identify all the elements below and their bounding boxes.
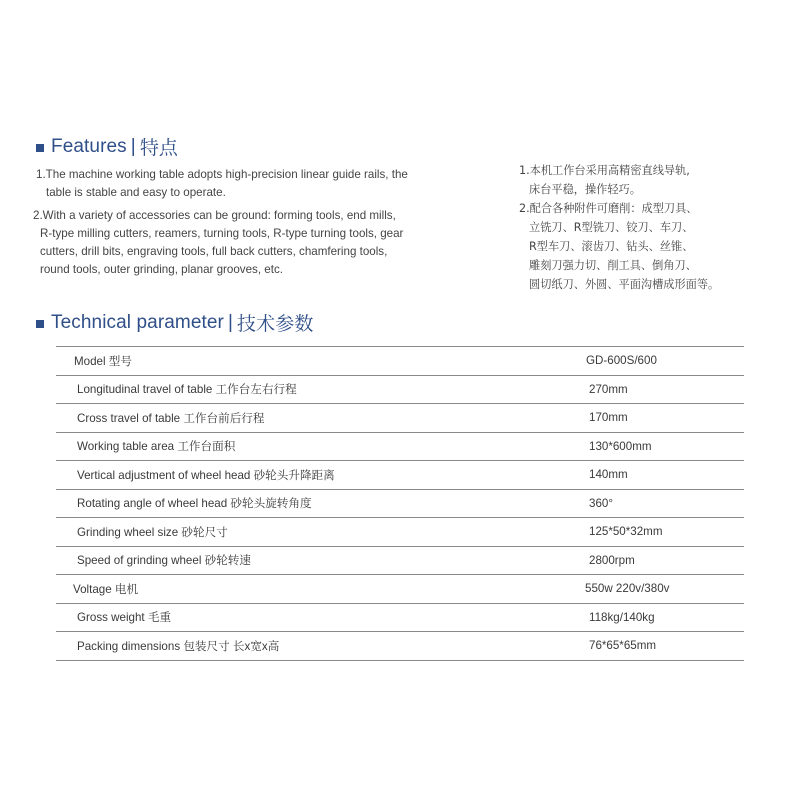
- table-row: [56, 376, 744, 405]
- param-value: 550w 220v/380v: [585, 582, 670, 596]
- table-row: [56, 547, 744, 576]
- feature-en-item-1: [36, 166, 408, 202]
- feature-cn-line: 立铣刀、R型铣刀、铰刀、车刀、: [529, 221, 694, 234]
- param-value: GD-600S/600: [586, 354, 657, 368]
- feature-en-line: R-type milling cutters, reamers, turning tools, R-type turning tools, gear: [40, 227, 404, 240]
- feature-cn-item-2: [519, 199, 719, 294]
- feature-cn-line: 床台平稳，操作轻巧。: [529, 183, 641, 196]
- table-row: [56, 490, 744, 519]
- features-heading-en: Features: [51, 135, 127, 157]
- parameter-table: [56, 346, 744, 661]
- feature-cn-line: R型车刀、滚齿刀、钻头、丝锥、: [529, 240, 694, 253]
- features-heading-cn: 特点: [139, 138, 179, 159]
- param-label: Speed of grinding wheel 砂轮转速: [77, 554, 251, 568]
- param-label: Vertical adjustment of wheel head 砂轮头升降距离: [77, 468, 335, 482]
- param-value: 2800rpm: [589, 553, 635, 567]
- param-value: 270mm: [589, 382, 628, 396]
- table-row: [56, 632, 744, 661]
- bullet-square-icon: [36, 320, 44, 328]
- table-row: [56, 461, 744, 490]
- param-label: Grinding wheel size 砂轮尺寸: [77, 525, 228, 539]
- param-value: 76*65*65mm: [589, 639, 657, 653]
- feature-en-line: round tools, outer grinding, planar grooves, etc.: [40, 263, 283, 276]
- feature-cn-line: 雕刻刀强力切、削工具、倒角刀、: [529, 259, 697, 272]
- table-row: [56, 575, 744, 604]
- param-value: 360°: [589, 496, 613, 510]
- param-label: Rotating angle of wheel head 砂轮头旋转角度: [77, 497, 312, 511]
- feature-cn-item-1: [519, 161, 690, 199]
- feature-en-item-2: [33, 207, 403, 279]
- param-label: Model 型号: [74, 354, 132, 368]
- feature-cn-line: 圆切纸刀、外圆、平面沟槽成形面等。: [529, 278, 720, 291]
- technical-heading: [36, 309, 313, 336]
- param-value: 170mm: [589, 411, 628, 425]
- table-row: [56, 433, 744, 462]
- feature-en-line: table is stable and easy to operate.: [46, 186, 226, 199]
- param-label: Longitudinal travel of table 工作台左右行程: [77, 383, 297, 397]
- bullet-square-icon: [36, 144, 44, 152]
- param-value: 125*50*32mm: [589, 525, 663, 539]
- param-label: Voltage 电机: [73, 582, 139, 596]
- feature-en-line: cutters, drill bits, engraving tools, full back cutters, chamfering tools,: [40, 245, 388, 258]
- feature-cn-line: 2.配合各种附件可磨削：成型刀具、: [519, 202, 698, 215]
- table-row: [56, 347, 744, 376]
- param-value: 140mm: [589, 468, 628, 482]
- table-row: [56, 604, 744, 633]
- param-value: 118kg/140kg: [589, 610, 655, 624]
- technical-heading-en: Technical parameter: [51, 311, 224, 333]
- param-label: Packing dimensions 包装尺寸 长x宽x高: [77, 639, 280, 653]
- feature-cn-line: 1.本机工作台采用高精密直线导轨,: [519, 164, 690, 177]
- table-row: [56, 518, 744, 547]
- features-heading: [36, 133, 178, 160]
- heading-separator: |: [227, 311, 234, 333]
- heading-separator: |: [130, 135, 136, 157]
- feature-en-line: 1.The machine working table adopts high-precision linear guide rails, the: [36, 168, 408, 181]
- feature-en-line: 2.With a variety of accessories can be ground: forming tools, end mills,: [33, 209, 396, 222]
- param-label: Gross weight 毛重: [77, 611, 172, 625]
- param-label: Working table area 工作台面积: [77, 440, 236, 454]
- param-label: Cross travel of table 工作台前后行程: [77, 411, 265, 425]
- technical-heading-cn: 技术参数: [237, 314, 314, 335]
- table-row: [56, 404, 744, 433]
- param-value: 130*600mm: [589, 439, 652, 453]
